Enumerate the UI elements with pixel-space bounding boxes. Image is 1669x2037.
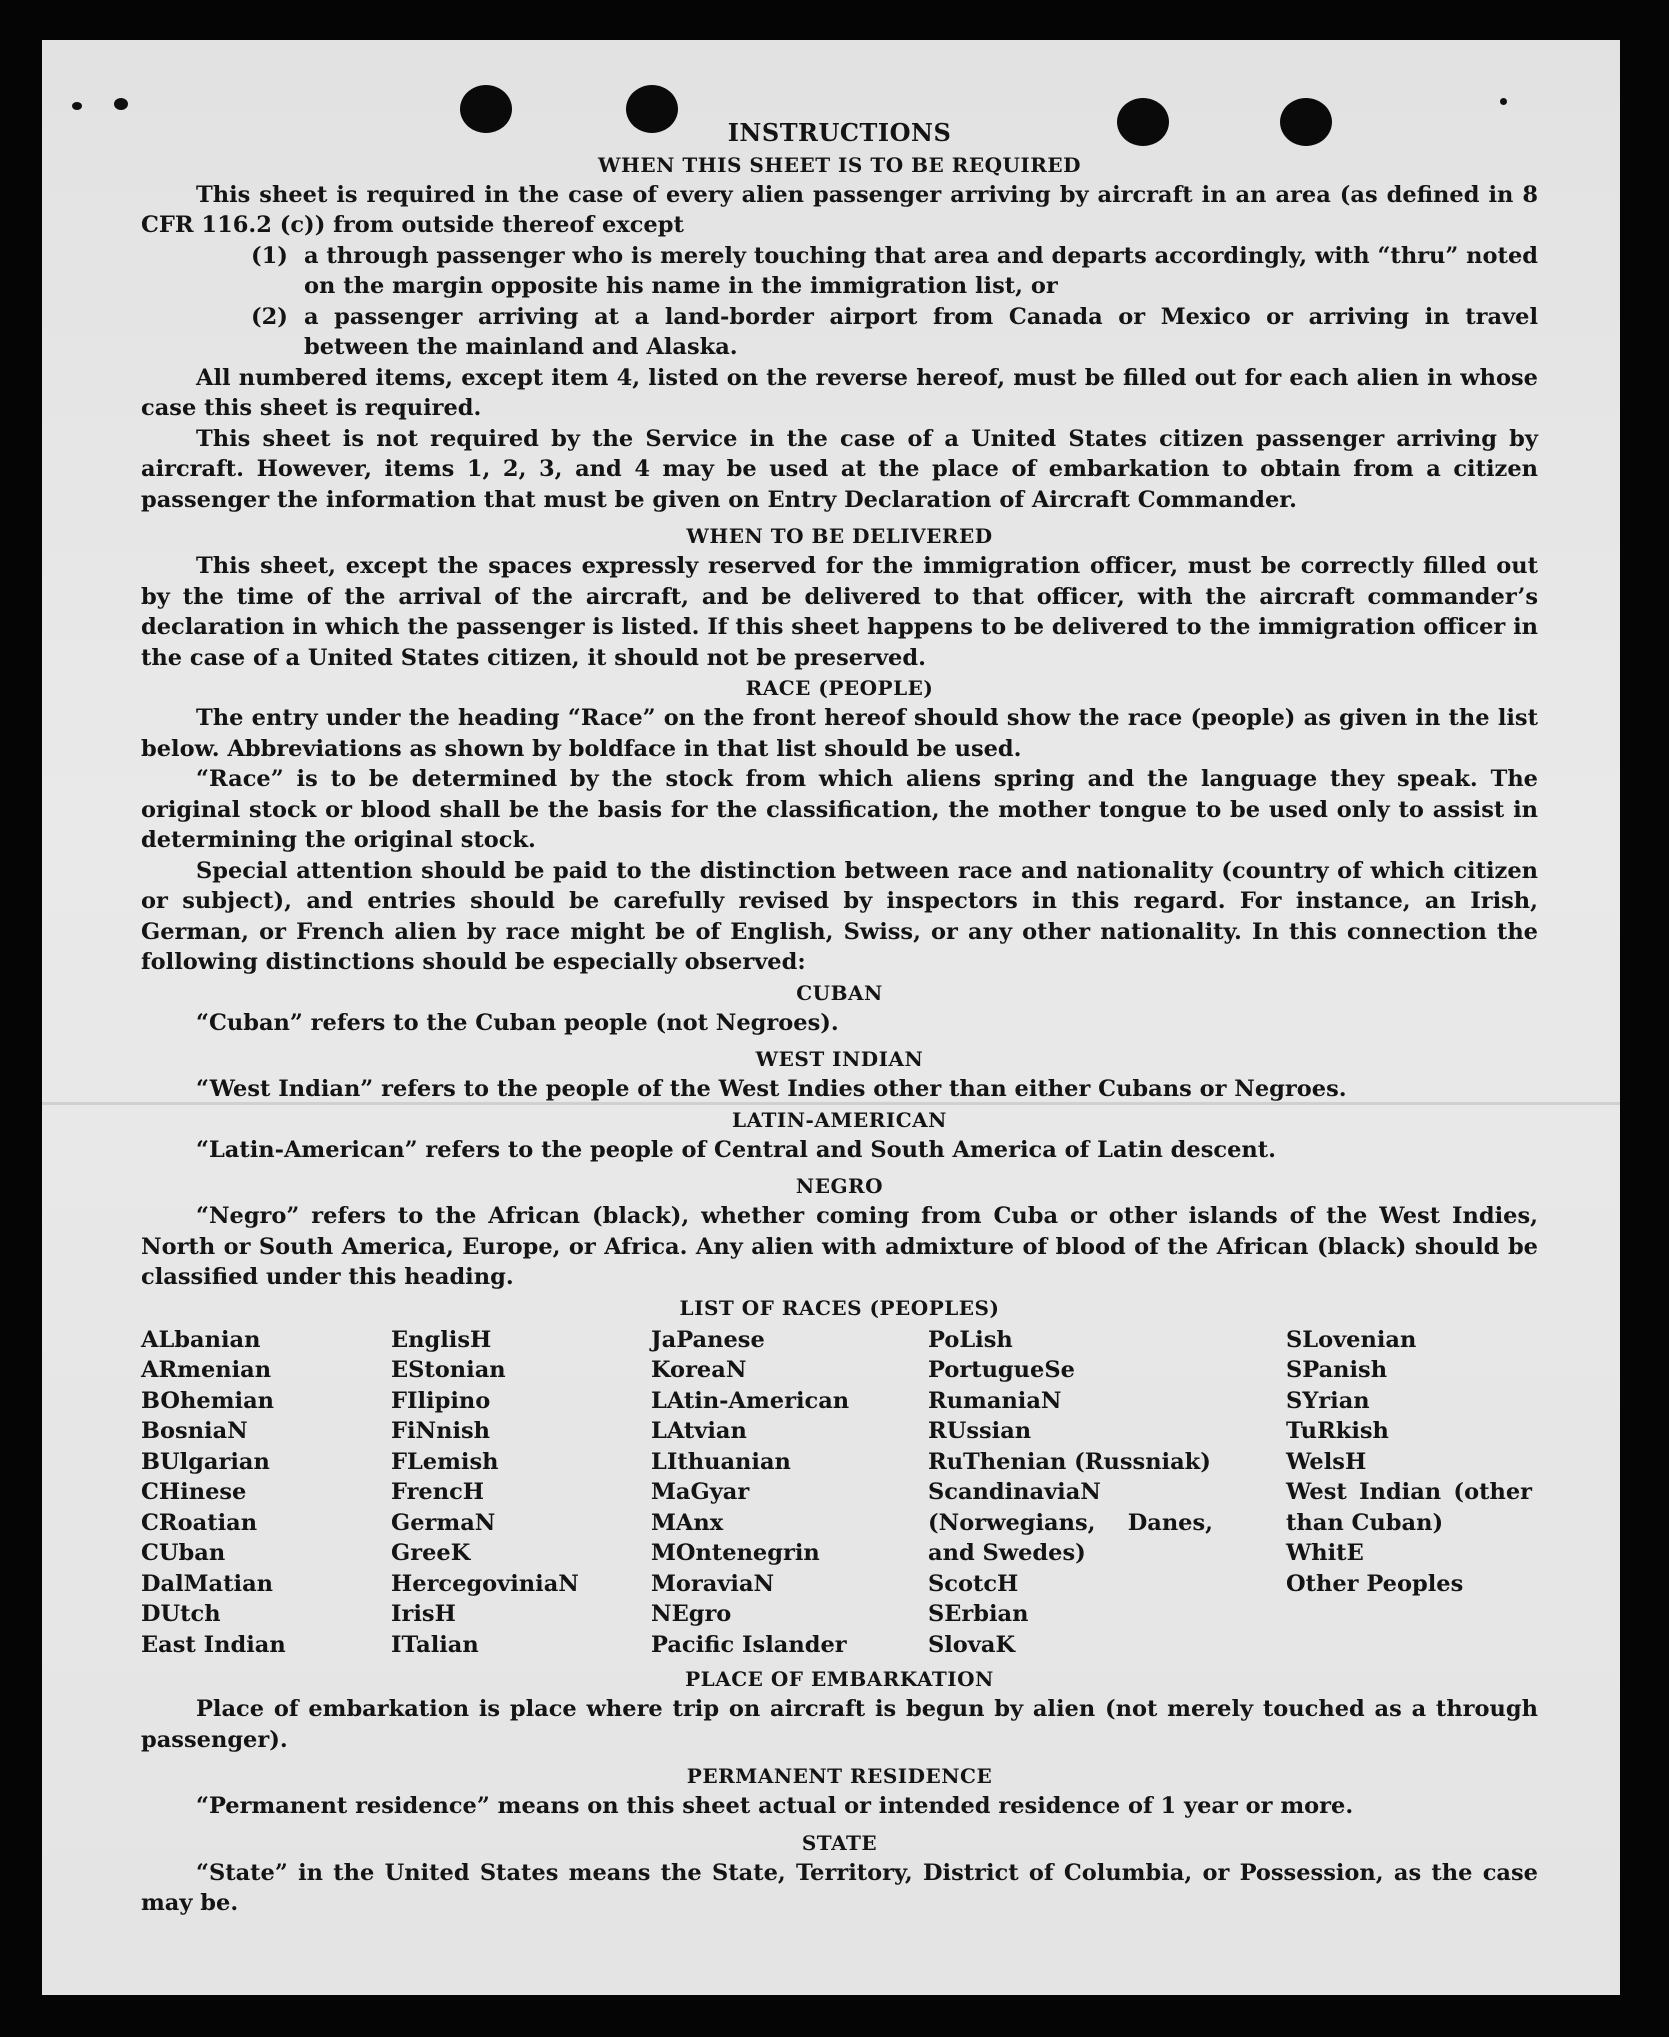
race-entry: SYrian <box>1286 1387 1370 1414</box>
race-entry: ScotcH <box>928 1570 1019 1597</box>
paragraph: “West Indian” refers to the people of the West Indies other than either Cubans or Negroes. <box>196 1076 1347 1102</box>
race-list <box>141 1325 1538 1661</box>
race-entry: LIthuanian <box>651 1448 791 1475</box>
race-entry: MaGyar <box>651 1479 750 1505</box>
race-entry: FrencH <box>391 1479 485 1505</box>
race-entry: WhitE <box>1286 1540 1364 1566</box>
race-entry: SPanish <box>1286 1357 1388 1383</box>
heading-when-delivered: WHEN TO BE DELIVERED <box>686 524 993 548</box>
race-entry: FLemish <box>391 1448 499 1475</box>
paragraph: This sheet is required in the case of every alien passenger arriving by aircraft in an area (as defined in 8 CFR 116.2 (c)) from outside thereof except <box>141 181 1538 238</box>
race-entry: DalMatian <box>141 1570 274 1597</box>
heading-list-of-races: LIST OF RACES (PEOPLES) <box>679 1295 1000 1320</box>
race-entry: BosniaN <box>141 1418 248 1444</box>
race-entry: BUlgarian <box>141 1448 270 1475</box>
race-entry: TuRkish <box>1286 1418 1389 1444</box>
ink-speck <box>1500 98 1507 105</box>
paragraph: “State” in the United States means the State, Territory, District of Columbia, or Possession, as the case may be. <box>141 1859 1538 1916</box>
race-entry: LAtin-American <box>651 1387 850 1414</box>
race-entry: GermaN <box>391 1509 496 1536</box>
race-entry: RuThenian (Russniak) <box>928 1448 1211 1475</box>
race-entry: SlovaK <box>928 1631 1016 1658</box>
list-item <box>141 302 1538 363</box>
heading-cuban: CUBAN <box>796 980 883 1005</box>
instructions-content <box>141 118 1538 1919</box>
race-entry: WelsH <box>1286 1448 1367 1475</box>
race-entry: MAnx <box>651 1509 724 1536</box>
race-entry: Pacific Islander <box>651 1631 847 1658</box>
race-entry: PoLish <box>928 1326 1013 1353</box>
item-text: a through passenger who is merely touching that area and departs accordingly, with “thru” noted on the margin opposite his name in the immigration list, or <box>304 242 1538 299</box>
item-text: a passenger arriving at a land-border airport from Canada or Mexico or arriving in travel between the mainland and Alaska. <box>304 303 1538 360</box>
paragraph: “Negro” refers to the African (black), whether coming from Cuba or other islands of the West Indies, North or South America, Europe, or Africa. Any alien with admixture of blood of the African (black) should be classified under this heading. <box>141 1203 1538 1290</box>
item-number: (1) <box>251 242 288 269</box>
race-entry: East Indian <box>141 1631 286 1658</box>
race-entry: EnglisH <box>391 1326 492 1353</box>
race-entry: PortugueSe <box>928 1357 1075 1383</box>
ink-speck <box>72 102 82 110</box>
paragraph: The entry under the heading “Race” on the front hereof should show the race (people) as given in the list below. Abbreviations as shown by boldface in that list should be used. <box>141 705 1538 762</box>
race-entry: MoraviaN <box>651 1570 775 1597</box>
race-entry: NEgro <box>651 1601 732 1627</box>
race-entry: BOhemian <box>141 1387 275 1414</box>
item-number: (2) <box>251 303 288 330</box>
heading-negro: NEGRO <box>795 1174 884 1198</box>
race-entry: ALbanian <box>141 1326 261 1353</box>
heading-state: STATE <box>801 1830 878 1855</box>
heading-place-of-embarkation: PLACE OF EMBARKATION <box>685 1667 994 1691</box>
paragraph: Place of embarkation is place where trip on aircraft is begun by alien (not merely touched as a through passenger). <box>141 1696 1538 1753</box>
race-entry: IrisH <box>391 1601 456 1627</box>
race-column <box>928 1325 1286 1661</box>
heading-race: RACE (PEOPLE) <box>745 676 934 700</box>
race-entry: EStonian <box>391 1357 506 1383</box>
race-entry: CUban <box>141 1540 226 1566</box>
race-entry: DUtch <box>141 1601 221 1627</box>
race-entry: LAtvian <box>651 1418 747 1444</box>
paragraph: “Cuban” refers to the Cuban people (not Negroes). <box>196 1009 839 1036</box>
race-entry: RumaniaN <box>928 1387 1062 1414</box>
paragraph: All numbered items, except item 4, listed on the reverse hereof, must be filled out for each alien in whose case this sheet is required. <box>141 364 1538 421</box>
paragraph: “Latin-American” refers to the people of Central and South America of Latin descent. <box>196 1136 1276 1163</box>
race-entry: JaPanese <box>651 1326 765 1353</box>
race-entry: RUssian <box>928 1418 1032 1444</box>
list-item <box>141 241 1538 302</box>
race-column <box>1286 1325 1538 1661</box>
race-entry: FiNnish <box>391 1418 491 1444</box>
race-entry: HercegoviniaN <box>391 1570 579 1597</box>
paragraph: “Race” is to be determined by the stock from which aliens spring and the language they speak. The original stock or blood shall be the basis for the classification, the mother tongue to be used only to assist in determining the original stock. <box>141 766 1538 853</box>
paragraph: “Permanent residence” means on this sheet actual or intended residence of 1 year or more. <box>196 1793 1354 1819</box>
race-column <box>141 1325 391 1661</box>
race-entry: SLovenian <box>1286 1326 1417 1353</box>
race-entry: West Indian (other than Cuban) <box>1286 1479 1532 1536</box>
paragraph: This sheet, except the spaces expressly reserved for the immigration officer, must be correctly filled out by the time of the arrival of the aircraft, and be delivered to that officer, with the aircraft commander’s declaration in which the passenger is listed. If this sheet happens to be delivered to the immigration officer in the case of a United States citizen, it should not be preserved. <box>141 553 1538 671</box>
heading-when-required: WHEN THIS SHEET IS TO BE REQUIRED <box>598 152 1081 177</box>
heading-permanent-residence: PERMANENT RESIDENCE <box>686 1764 993 1788</box>
race-entry: CRoatian <box>141 1509 258 1536</box>
race-entry: FIlipino <box>391 1387 491 1414</box>
race-entry: SErbian <box>928 1601 1029 1627</box>
race-entry: GreeK <box>391 1540 471 1566</box>
heading-latin-american: LATIN-AMERICAN <box>732 1107 947 1132</box>
paragraph: Special attention should be paid to the distinction between race and nationality (country of which citizen or subject), and entries should be carefully revised by inspectors in this regard. For instance, an Irish, German, or French alien by race might be of English, Swiss, or any other nationality. In this connection the following distinctions should be especially observed: <box>141 857 1538 975</box>
race-entry: ARmenian <box>141 1357 272 1383</box>
paragraph: This sheet is not required by the Service in the case of a United States citizen passenger arriving by aircraft. However, items 1, 2, 3, and 4 may be used at the place of embarkation to obtain from a citizen passenger the information that must be given on Entry Declaration of Aircraft Commander. <box>141 425 1538 513</box>
ink-speck <box>114 98 128 110</box>
race-column <box>651 1325 928 1661</box>
race-entry: ITalian <box>391 1631 479 1658</box>
race-column <box>391 1325 651 1661</box>
race-entry: MOntenegrin <box>651 1540 820 1566</box>
page-title: INSTRUCTIONS <box>727 118 952 147</box>
heading-west-indian: WEST INDIAN <box>755 1047 924 1071</box>
race-entry: CHinese <box>141 1479 247 1505</box>
race-entry: KoreaN <box>651 1357 747 1383</box>
race-entry: ScandinaviaN (Norwegians, Danes, and Swedes) <box>928 1479 1213 1566</box>
race-entry: Other Peoples <box>1286 1570 1464 1597</box>
